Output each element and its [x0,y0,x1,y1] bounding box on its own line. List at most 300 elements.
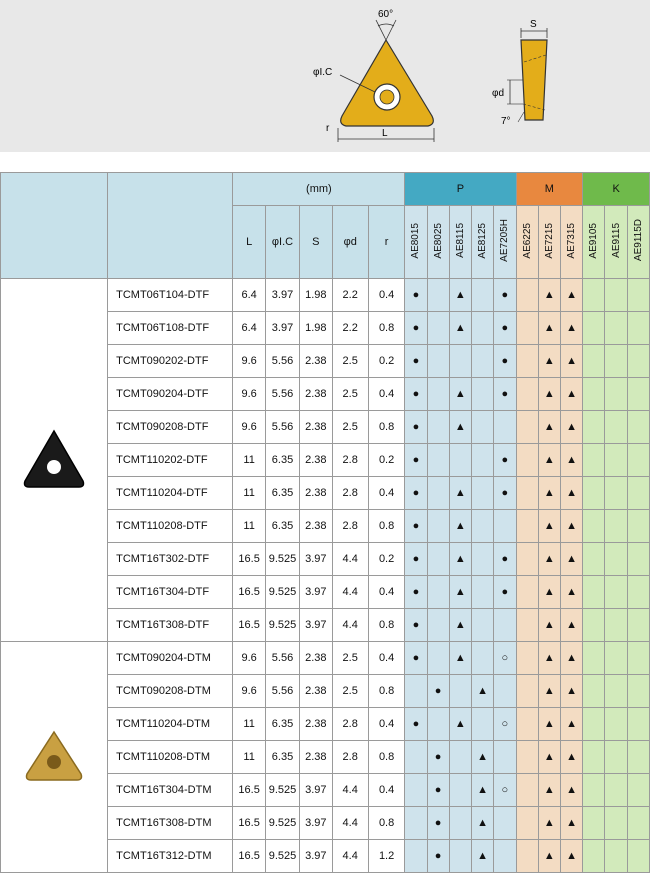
grade-cell [605,345,627,378]
grade-cell: ● [494,543,516,576]
grade-cell: ▲ [538,312,560,345]
grade-header-ae9115d [627,206,649,279]
dim-cell-ic: 6.35 [265,510,299,543]
dim-cell-r: 0.2 [368,444,404,477]
grade-cell [605,807,627,840]
grade-header-ae7315 [560,206,582,279]
grade-cell [471,312,493,345]
grade-cell: ▲ [449,279,471,312]
designation-cell: TCMT16T302-DTF [108,543,233,576]
grade-cell [627,741,649,774]
grade-cell: ▲ [560,543,582,576]
designation-cell: TCMT110204-DTF [108,477,233,510]
grade-cell: ▲ [449,312,471,345]
dim-cell-r: 1.2 [368,840,404,873]
group-k-header: K [583,173,650,206]
grade-cell: ▲ [471,840,493,873]
grade-header-ae8125 [471,206,493,279]
grade-cell [583,411,605,444]
designation-cell: TCMT090204-DTF [108,378,233,411]
image-column-header [1,173,108,279]
grade-cell [605,840,627,873]
dim-cell-r: 0.4 [368,477,404,510]
grade-cell: ▲ [560,774,582,807]
grade-cell: ● [405,378,427,411]
grade-cell: ● [405,477,427,510]
grade-header-ae8015 [405,206,427,279]
dim-cell-ic: 9.525 [265,543,299,576]
grade-cell [605,378,627,411]
grade-cell [605,675,627,708]
dim-cell-l: 9.6 [233,675,265,708]
grade-cell: ▲ [538,510,560,543]
grade-cell [427,609,449,642]
insert-side-view-shape [521,40,547,120]
grade-cell [427,444,449,477]
dim-cell-r: 0.4 [368,279,404,312]
designation-cell: TCMT06T104-DTF [108,279,233,312]
dim-cell-ic: 9.525 [265,807,299,840]
grade-cell [494,741,516,774]
dim-cell-r: 0.8 [368,609,404,642]
grade-cell: ● [494,279,516,312]
grade-cell [405,741,427,774]
insert-hole-inner-shape [380,90,394,104]
grade-cell [405,675,427,708]
grade-cell [449,774,471,807]
designation-column-header [108,173,233,279]
grade-cell [583,510,605,543]
grade-cell [605,312,627,345]
grade-cell [471,609,493,642]
grade-cell [627,642,649,675]
grade-header-ae8025 [427,206,449,279]
grade-cell [516,444,538,477]
grade-label: AE7205H [499,219,511,262]
grade-cell [449,345,471,378]
grade-cell: ● [405,609,427,642]
grade-cell [605,279,627,312]
grade-cell [583,840,605,873]
dim-cell-l: 16.5 [233,774,265,807]
grade-cell: ▲ [538,840,560,873]
designation-cell: TCMT16T312-DTM [108,840,233,873]
grade-label: AE8125 [477,222,489,259]
grade-cell [605,477,627,510]
grade-cell [471,510,493,543]
grade-cell [471,345,493,378]
grade-cell: ▲ [560,411,582,444]
designation-cell: TCMT110202-DTF [108,444,233,477]
grade-cell: ▲ [538,609,560,642]
designation-cell: TCMT16T308-DTF [108,609,233,642]
dim-cell-l: 11 [233,477,265,510]
table-row [1,279,650,312]
grade-cell [516,378,538,411]
grade-cell [516,543,538,576]
grade-cell [583,642,605,675]
grade-cell: ▲ [538,576,560,609]
dim-cell-s: 2.38 [300,642,332,675]
dim-cell-s: 3.97 [300,543,332,576]
grade-cell [605,576,627,609]
grade-cell: ○ [494,774,516,807]
dim-cell-l: 9.6 [233,642,265,675]
dim-cell-ic: 5.56 [265,345,299,378]
grade-cell [449,741,471,774]
grade-cell: ▲ [560,576,582,609]
group-p-header: P [405,173,516,206]
grade-label: AE8115 [454,223,466,258]
insert-drawing-panel [0,0,650,152]
group-m-header: M [516,173,583,206]
grade-cell: ▲ [449,642,471,675]
grade-cell [494,840,516,873]
angle-60-label: 60° [378,9,394,20]
grade-cell [516,774,538,807]
dim-cell-d: 2.2 [332,279,368,312]
designation-cell: TCMT090202-DTF [108,345,233,378]
grade-cell: ▲ [538,411,560,444]
grade-cell [516,642,538,675]
mm-unit-header: (mm) [233,173,405,206]
grade-cell [605,609,627,642]
grade-header-ae9115 [605,206,627,279]
grade-cell [516,741,538,774]
dim-cell-s: 2.38 [300,378,332,411]
grade-cell: ▲ [538,807,560,840]
grade-cell [516,576,538,609]
dim-cell-d: 4.4 [332,774,368,807]
dim-cell-l: 9.6 [233,345,265,378]
grade-cell [627,609,649,642]
grade-cell: ▲ [449,411,471,444]
grade-cell [494,609,516,642]
dim-cell-r: 0.4 [368,708,404,741]
grade-cell: ● [427,675,449,708]
grade-cell: ● [405,411,427,444]
grade-cell [427,411,449,444]
grade-cell [627,675,649,708]
dim-cell-l: 6.4 [233,279,265,312]
grade-cell [427,477,449,510]
dim-cell-r: 0.8 [368,675,404,708]
dim-cell-s: 2.38 [300,477,332,510]
grade-cell [627,378,649,411]
grade-cell: ▲ [538,642,560,675]
dim-cell-l: 16.5 [233,576,265,609]
dim-cell-r: 0.2 [368,345,404,378]
grade-cell [627,774,649,807]
dim-cell-l: 11 [233,444,265,477]
grade-cell [627,345,649,378]
grade-cell: ▲ [560,312,582,345]
grade-cell: ▲ [538,444,560,477]
grade-cell: ▲ [449,378,471,411]
grade-cell: ▲ [449,576,471,609]
grade-cell [405,774,427,807]
grade-cell: ▲ [538,543,560,576]
ic-label: φI.C [313,67,333,78]
grade-label: AE9105 [588,222,600,259]
grade-cell [494,411,516,444]
grade-label: AE9115D [632,219,644,262]
dim-cell-s: 2.38 [300,510,332,543]
grade-cell [449,840,471,873]
grade-cell [427,642,449,675]
dim-cell-s: 2.38 [300,345,332,378]
dim-cell-ic: 5.56 [265,411,299,444]
designation-cell: TCMT16T304-DTM [108,774,233,807]
grade-cell: ● [494,444,516,477]
dim-cell-ic: 5.56 [265,378,299,411]
grade-cell [427,510,449,543]
grade-cell: ● [427,840,449,873]
grade-cell: ● [427,741,449,774]
grade-cell [516,510,538,543]
grade-header-ae8115 [449,206,471,279]
designation-cell: TCMT110204-DTM [108,708,233,741]
grade-cell [605,708,627,741]
dim-cell-d: 2.5 [332,345,368,378]
dim-cell-l: 9.6 [233,411,265,444]
grade-cell: ▲ [560,708,582,741]
dim-header-s: S [300,206,332,279]
grade-cell [494,510,516,543]
grade-cell [627,411,649,444]
grade-cell [605,510,627,543]
grade-cell: ▲ [471,741,493,774]
designation-cell: TCMT090204-DTM [108,642,233,675]
grade-cell: ▲ [538,279,560,312]
grade-cell: ▲ [560,840,582,873]
dim-cell-d: 2.8 [332,510,368,543]
dim-header-d: φd [332,206,368,279]
grade-cell [605,543,627,576]
grade-cell [427,576,449,609]
grade-cell [627,312,649,345]
dim-cell-l: 9.6 [233,378,265,411]
grade-cell: ▲ [560,345,582,378]
grade-cell [583,543,605,576]
dim-cell-s: 2.38 [300,444,332,477]
grade-cell: ● [405,345,427,378]
grade-cell: ● [494,576,516,609]
dim-cell-ic: 9.525 [265,609,299,642]
grade-cell: ▲ [449,708,471,741]
grade-cell [583,675,605,708]
grade-cell [494,675,516,708]
grade-cell [627,510,649,543]
dim-cell-r: 0.8 [368,411,404,444]
dim-cell-s: 3.97 [300,609,332,642]
grade-cell: ● [405,312,427,345]
grade-cell [427,312,449,345]
d-dimension-label: φd [492,88,505,99]
dim-cell-s: 1.98 [300,312,332,345]
grade-cell [516,840,538,873]
grade-label: AE8025 [432,222,444,259]
grade-cell: ● [427,774,449,807]
grade-cell: ▲ [449,477,471,510]
dim-cell-r: 0.4 [368,378,404,411]
grade-cell [583,741,605,774]
dim-cell-r: 0.4 [368,774,404,807]
dim-cell-s: 2.38 [300,708,332,741]
grade-header-ae9105 [583,206,605,279]
dim-cell-r: 0.8 [368,510,404,543]
dim-cell-ic: 6.35 [265,741,299,774]
dim-cell-l: 16.5 [233,807,265,840]
dim-cell-ic: 6.35 [265,444,299,477]
dim-cell-s: 2.38 [300,411,332,444]
dim-header-ic: φI.C [265,206,299,279]
grade-cell [449,807,471,840]
l-dimension-label: L [382,128,388,139]
grade-cell [583,279,605,312]
grade-cell [516,312,538,345]
dim-cell-d: 2.5 [332,411,368,444]
grade-cell [494,807,516,840]
dim-cell-d: 4.4 [332,840,368,873]
dim-cell-s: 3.97 [300,576,332,609]
dim-cell-s: 2.38 [300,741,332,774]
grade-cell [583,444,605,477]
insert-spec-table [0,172,650,873]
grade-cell: ▲ [538,774,560,807]
grade-cell [627,279,649,312]
dim-cell-d: 2.8 [332,708,368,741]
grade-label: AE7315 [566,222,578,259]
dtm-insert-image [1,642,108,873]
dim-cell-s: 1.98 [300,279,332,312]
black-triangle-insert-icon [19,427,89,491]
grade-label: AE9115 [610,223,622,258]
grade-cell [471,378,493,411]
table-row [1,642,650,675]
dim-cell-ic: 9.525 [265,576,299,609]
dim-cell-d: 2.8 [332,477,368,510]
dim-cell-s: 3.97 [300,840,332,873]
designation-cell: TCMT110208-DTM [108,741,233,774]
grade-cell [427,543,449,576]
grade-cell: ▲ [449,510,471,543]
grade-label: AE8015 [410,222,422,259]
grade-cell: ● [405,444,427,477]
grade-cell [605,642,627,675]
gold-triangle-insert-icon [19,724,89,788]
grade-cell: ▲ [560,444,582,477]
designation-cell: TCMT06T108-DTF [108,312,233,345]
dim-cell-ic: 6.35 [265,708,299,741]
dim-cell-ic: 9.525 [265,774,299,807]
designation-cell: TCMT16T304-DTF [108,576,233,609]
grade-cell [583,345,605,378]
grade-cell [471,543,493,576]
designation-cell: TCMT110208-DTF [108,510,233,543]
grade-cell: ● [405,543,427,576]
dim-cell-r: 0.8 [368,312,404,345]
grade-cell [627,444,649,477]
grade-cell [471,642,493,675]
triangle-insert-shape [341,40,434,126]
dim-cell-s: 3.97 [300,774,332,807]
grade-cell: ● [494,477,516,510]
dim-cell-ic: 3.97 [265,279,299,312]
grade-cell: ▲ [449,543,471,576]
designation-cell: TCMT16T308-DTM [108,807,233,840]
grade-cell: ▲ [538,378,560,411]
grade-cell: ▲ [560,675,582,708]
dim-cell-l: 16.5 [233,840,265,873]
grade-cell: ▲ [538,708,560,741]
grade-cell [427,708,449,741]
grade-cell [516,675,538,708]
grade-cell: ▲ [471,675,493,708]
grade-cell: ▲ [560,642,582,675]
grade-cell [605,411,627,444]
grade-cell: ▲ [560,378,582,411]
dim-cell-ic: 6.35 [265,477,299,510]
dim-cell-l: 11 [233,708,265,741]
dim-cell-ic: 9.525 [265,840,299,873]
dim-cell-r: 0.2 [368,543,404,576]
grade-cell [605,444,627,477]
grade-cell [427,279,449,312]
grade-cell [627,477,649,510]
grade-cell [516,345,538,378]
grade-cell: ○ [494,642,516,675]
grade-cell [583,378,605,411]
grade-label: AE7215 [543,222,555,259]
grade-cell [427,378,449,411]
dim-cell-ic: 5.56 [265,642,299,675]
grade-cell: ▲ [560,477,582,510]
dim-cell-r: 0.8 [368,741,404,774]
dim-cell-d: 2.5 [332,642,368,675]
dim-header-r: r [368,206,404,279]
dim-cell-r: 0.4 [368,576,404,609]
grade-cell [516,807,538,840]
grade-cell: ▲ [538,675,560,708]
grade-cell [627,708,649,741]
grade-cell [516,708,538,741]
grade-cell [583,774,605,807]
grade-cell [516,279,538,312]
grade-cell [449,444,471,477]
grade-cell: ● [494,378,516,411]
dim-cell-r: 0.4 [368,642,404,675]
grade-cell [516,609,538,642]
grade-cell [471,576,493,609]
s-dimension-label: S [530,19,537,30]
grade-cell: ○ [494,708,516,741]
grade-cell [471,477,493,510]
grade-cell: ● [405,279,427,312]
grade-cell: ● [494,345,516,378]
dim-cell-d: 2.8 [332,741,368,774]
r-label: r [326,123,330,134]
grade-cell: ● [405,708,427,741]
grade-cell [583,807,605,840]
grade-cell [605,774,627,807]
grade-cell [516,411,538,444]
grade-cell: ▲ [471,807,493,840]
dim-cell-l: 16.5 [233,543,265,576]
designation-cell: TCMT090208-DTF [108,411,233,444]
grade-cell [583,477,605,510]
grade-cell [583,708,605,741]
